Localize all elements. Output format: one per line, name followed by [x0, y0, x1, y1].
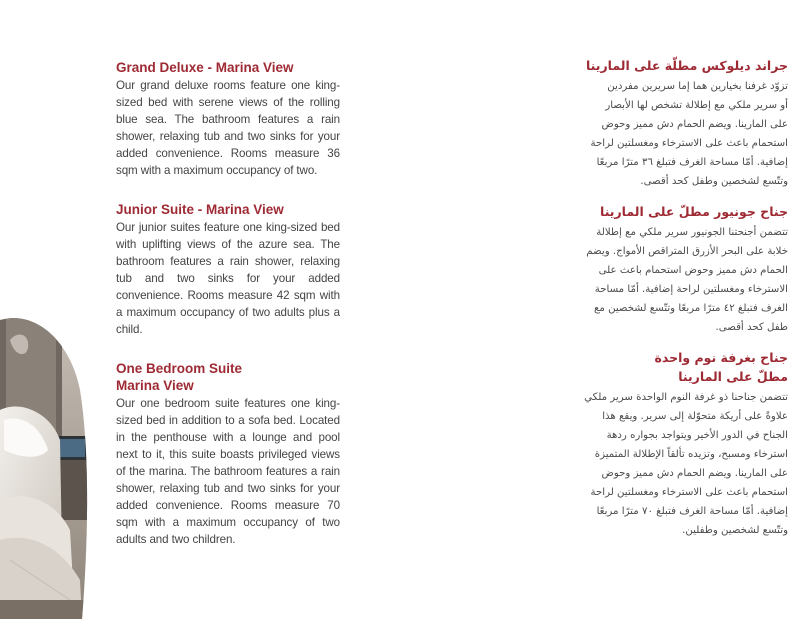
room-description: تزوّد غرفنا بخيارين هما إما سريرين مفردين أو سرير ملكي مع إطلالة تشخص لها الأبصار على المارينا. ويضم الحمام دش مميز وحوض استحمام باعث على الاسترخاء ومغسلتين لراحة إضافية. أمّا مساحة الغرف فتبلغ ٣٦ مترًا مربعًا وتتّسع لشخصين وطفل كحد أقصى.	[590, 81, 788, 187]
room-title: Junior Suite - Marina View	[116, 202, 284, 217]
room-title: جناح بغرفة نوم واحدة مطلّ على المارينا	[654, 350, 788, 384]
room-one-bedroom-suite-en	[116, 360, 340, 548]
room-grand-deluxe-ar	[548, 56, 788, 191]
arabic-column	[532, 56, 788, 596]
room-description: تتضمن أجنحتنا الجونيور سرير ملكي مع إطلالة خلابة على البحر الأزرق المتراقص الأمواج. ويضم الحمام دش مميز وحوض استحمام باعث على الاسترخاء ومغسلتين لراحة إضافية. أمّا مساحة الغرف فتبلغ ٤٢ مترًا مربعًا وتتّسع لشخصين مع طفل كحد أقصى.	[586, 227, 788, 333]
room-title: Grand Deluxe - Marina View	[116, 60, 294, 75]
room-junior-suite-ar	[548, 202, 788, 337]
room-title: جناح جونيور مطلّ على المارينا	[600, 204, 788, 219]
bedroom-photo	[0, 300, 90, 619]
room-title: One Bedroom Suite Marina View	[116, 361, 243, 393]
room-title: جراند ديلوكس مطلّة على المارينا	[585, 58, 788, 73]
room-one-bedroom-suite-ar	[548, 348, 788, 540]
room-description: Our grand deluxe rooms feature one king-sized bed with serene views of the rolling blue sea. The bathroom features a rain shower, relaxing tub and two sinks for your added convenience. Rooms measure 36 sqm with a maximum occupancy of two.	[116, 79, 340, 177]
room-grand-deluxe-en	[116, 59, 340, 179]
room-description: Our junior suites feature one king-sized bed with uplifting views of the azure sea. The bathroom features a rain shower, relaxing tub and two sinks for your added convenience. Rooms measure 42 sqm with a maximum occupancy of two adults plus a child.	[116, 221, 340, 336]
room-description: Our one bedroom suite features one king-sized bed in addition to a sofa bed. Located in the penthouse with a lounge and pool next to it, this suite boasts privileged views of the marina. The bathroom features a rain shower, relaxing tub and two sinks for your added convenience. Rooms measure 70 sqm with a maximum occupancy of two adults and two children.	[116, 397, 340, 546]
room-description: تتضمن جناحنا ذو غرفة النوم الواحدة سرير ملكي علاوةً على أريكة متحوّلة إلى سرير. ويقع هذا الجناح في الدور الأخير ويتواجد بجواره ردهة استرخاء ومسبح، وتزيده تألقاً الإطلالة المتميزة على المارينا. ويضم الحمام دش مميز وحوض استحمام باعث على الاسترخاء ومغسلتين لراحة إضافية. أمّا مساحة الغرف فتبلغ ٧٠ مترًا مربعًا وتتّسع لشخصين وطفلين.	[584, 392, 788, 536]
room-junior-suite-en	[116, 201, 340, 338]
